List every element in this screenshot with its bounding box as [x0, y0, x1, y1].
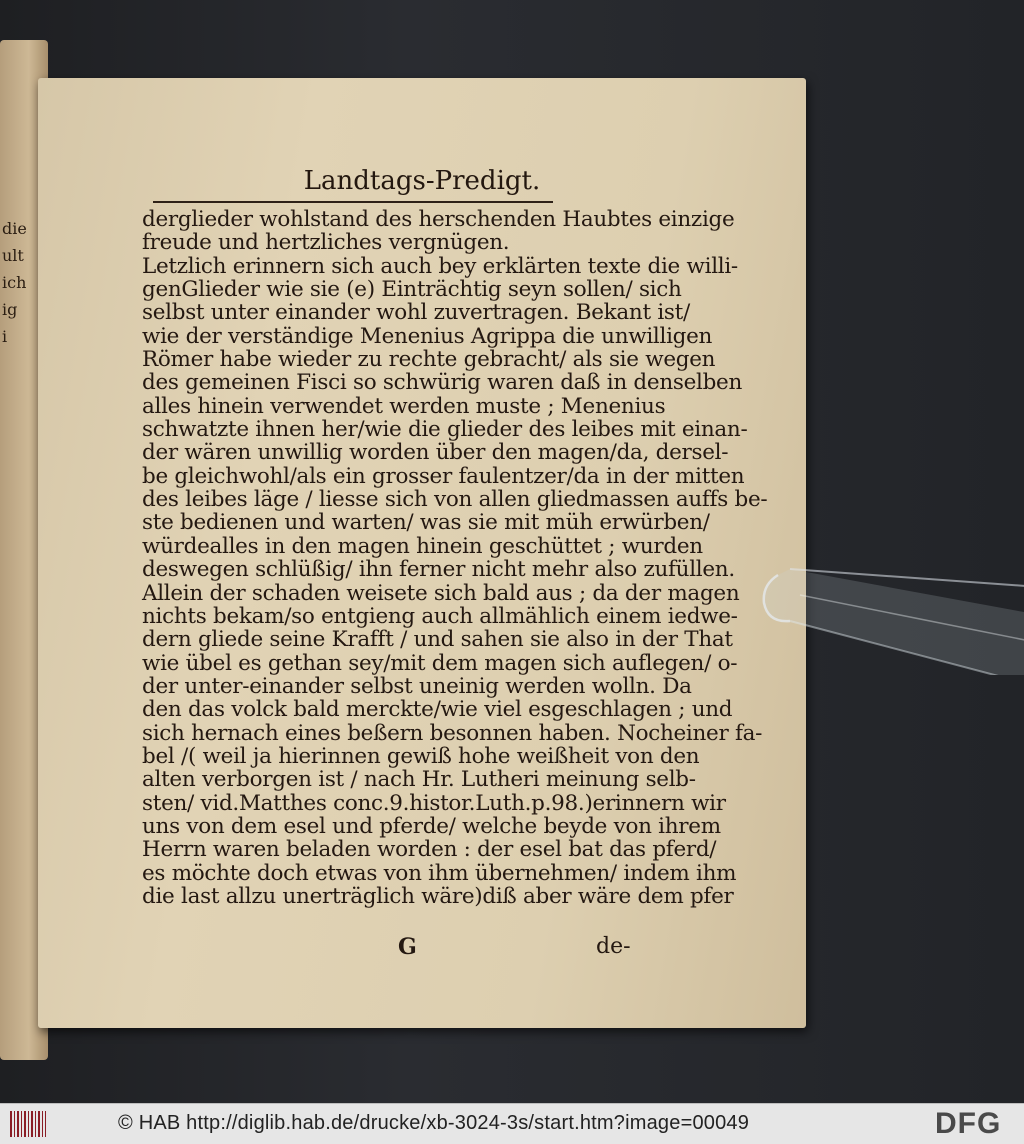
text-line: ste bedienen und warten/ was sie mit müh erwürben/: [142, 510, 710, 536]
book-page: [38, 78, 806, 1028]
text-line: der unter-einander selbst uneinig werden wolln. Da: [142, 673, 692, 699]
text-line: des gemeinen Fisci so schwürig waren daß in denselben: [142, 370, 743, 396]
text-line: bel /( weil ja hierinnen gewiß hohe weißheit von den: [142, 743, 700, 769]
text-line: des leibes läge / liesse sich von allen gliedmassen auffs be-: [142, 487, 768, 513]
fragment-text: ig: [2, 300, 18, 319]
source-credit: © HAB http://diglib.hab.de/drucke/xb-3024-3s/start.htm?image=00049: [118, 1112, 750, 1134]
dfg-logo: DFG: [935, 1107, 1002, 1140]
text-line: würdealles in den magen hinein geschüttet ; wurden: [142, 533, 703, 559]
text-line: uns von dem esel und pferde/ welche beyde von ihrem: [142, 813, 721, 839]
text-line: derglieder wohlstand des herschenden Haubtes einzige: [142, 207, 735, 232]
fragment-text: i: [2, 327, 8, 346]
text-line: Römer habe wieder zu rechte gebracht/ als sie wegen: [142, 347, 716, 373]
text-line: die last allzu unerträglich wäre)diß aber wäre dem pfer: [142, 883, 734, 909]
catchword: de-: [596, 934, 631, 959]
body-text: [142, 207, 768, 909]
text-line: sten/ vid.Matthes conc.9.histor.Luth.p.98.)erinnern wir: [142, 790, 726, 816]
text-line: freude und hertzliches vergnügen.: [142, 230, 510, 256]
text-line: dern gliede seine Krafft / und sahen sie also in der That: [142, 627, 733, 653]
fragment-text: die: [2, 219, 27, 238]
fragment-text: ich: [2, 273, 27, 292]
text-line: deswegen schlüßig/ ihn ferner nicht mehr also zufüllen.: [142, 557, 735, 583]
barcode-icon: [10, 1111, 46, 1137]
text-line: sich hernach eines beßern besonnen haben. Nocheiner fa-: [142, 720, 763, 746]
text-line: Allein der schaden weisete sich bald aus ; da der magen: [142, 580, 740, 606]
text-line: wie der verständige Menenius Agrippa die unwilligen: [142, 323, 713, 349]
footer-bar: [0, 1103, 1024, 1144]
previous-page-fragments: [2, 215, 27, 350]
text-line: alten verborgen ist / nach Hr. Lutheri meinung selb-: [142, 767, 696, 793]
text-line: be gleichwohl/als ein grosser faulentzer/da in der mitten: [142, 463, 745, 489]
text-line: der wären unwillig worden über den magen/da, dersel-: [142, 440, 729, 466]
running-head: Landtags-Predigt.: [303, 166, 541, 196]
text-line: Herrn waren beladen worden : der esel bat das pferd/: [142, 837, 717, 863]
header-rule: [153, 201, 553, 203]
signature-mark: G: [398, 934, 417, 960]
text-line: schwatzte ihnen her/wie die glieder des leibes mit einan-: [142, 417, 748, 443]
text-line: wie übel es gethan sey/mit dem magen sich auflegen/ o-: [142, 650, 738, 676]
text-line: genGlieder wie sie (e) Einträchtig seyn sollen/ sich: [142, 277, 682, 303]
text-line: selbst unter einander wohl zuvertragen. Bekant ist/: [142, 300, 690, 326]
text-line: alles hinein verwendet werden muste ; Menenius: [142, 393, 666, 419]
text-line: Letzlich erinnern sich auch bey erklärten texte die willi-: [142, 253, 738, 279]
text-line: den das volck bald merckte/wie viel esgeschlagen ; und: [142, 697, 733, 723]
text-line: es möchte doch etwas von ihm übernehmen/ indem ihm: [142, 860, 737, 886]
glass-weight-icon: [760, 555, 1024, 675]
text-line: nichts bekam/so entgieng auch allmählich einem iedwe-: [142, 603, 738, 629]
fragment-text: ult: [2, 246, 24, 265]
